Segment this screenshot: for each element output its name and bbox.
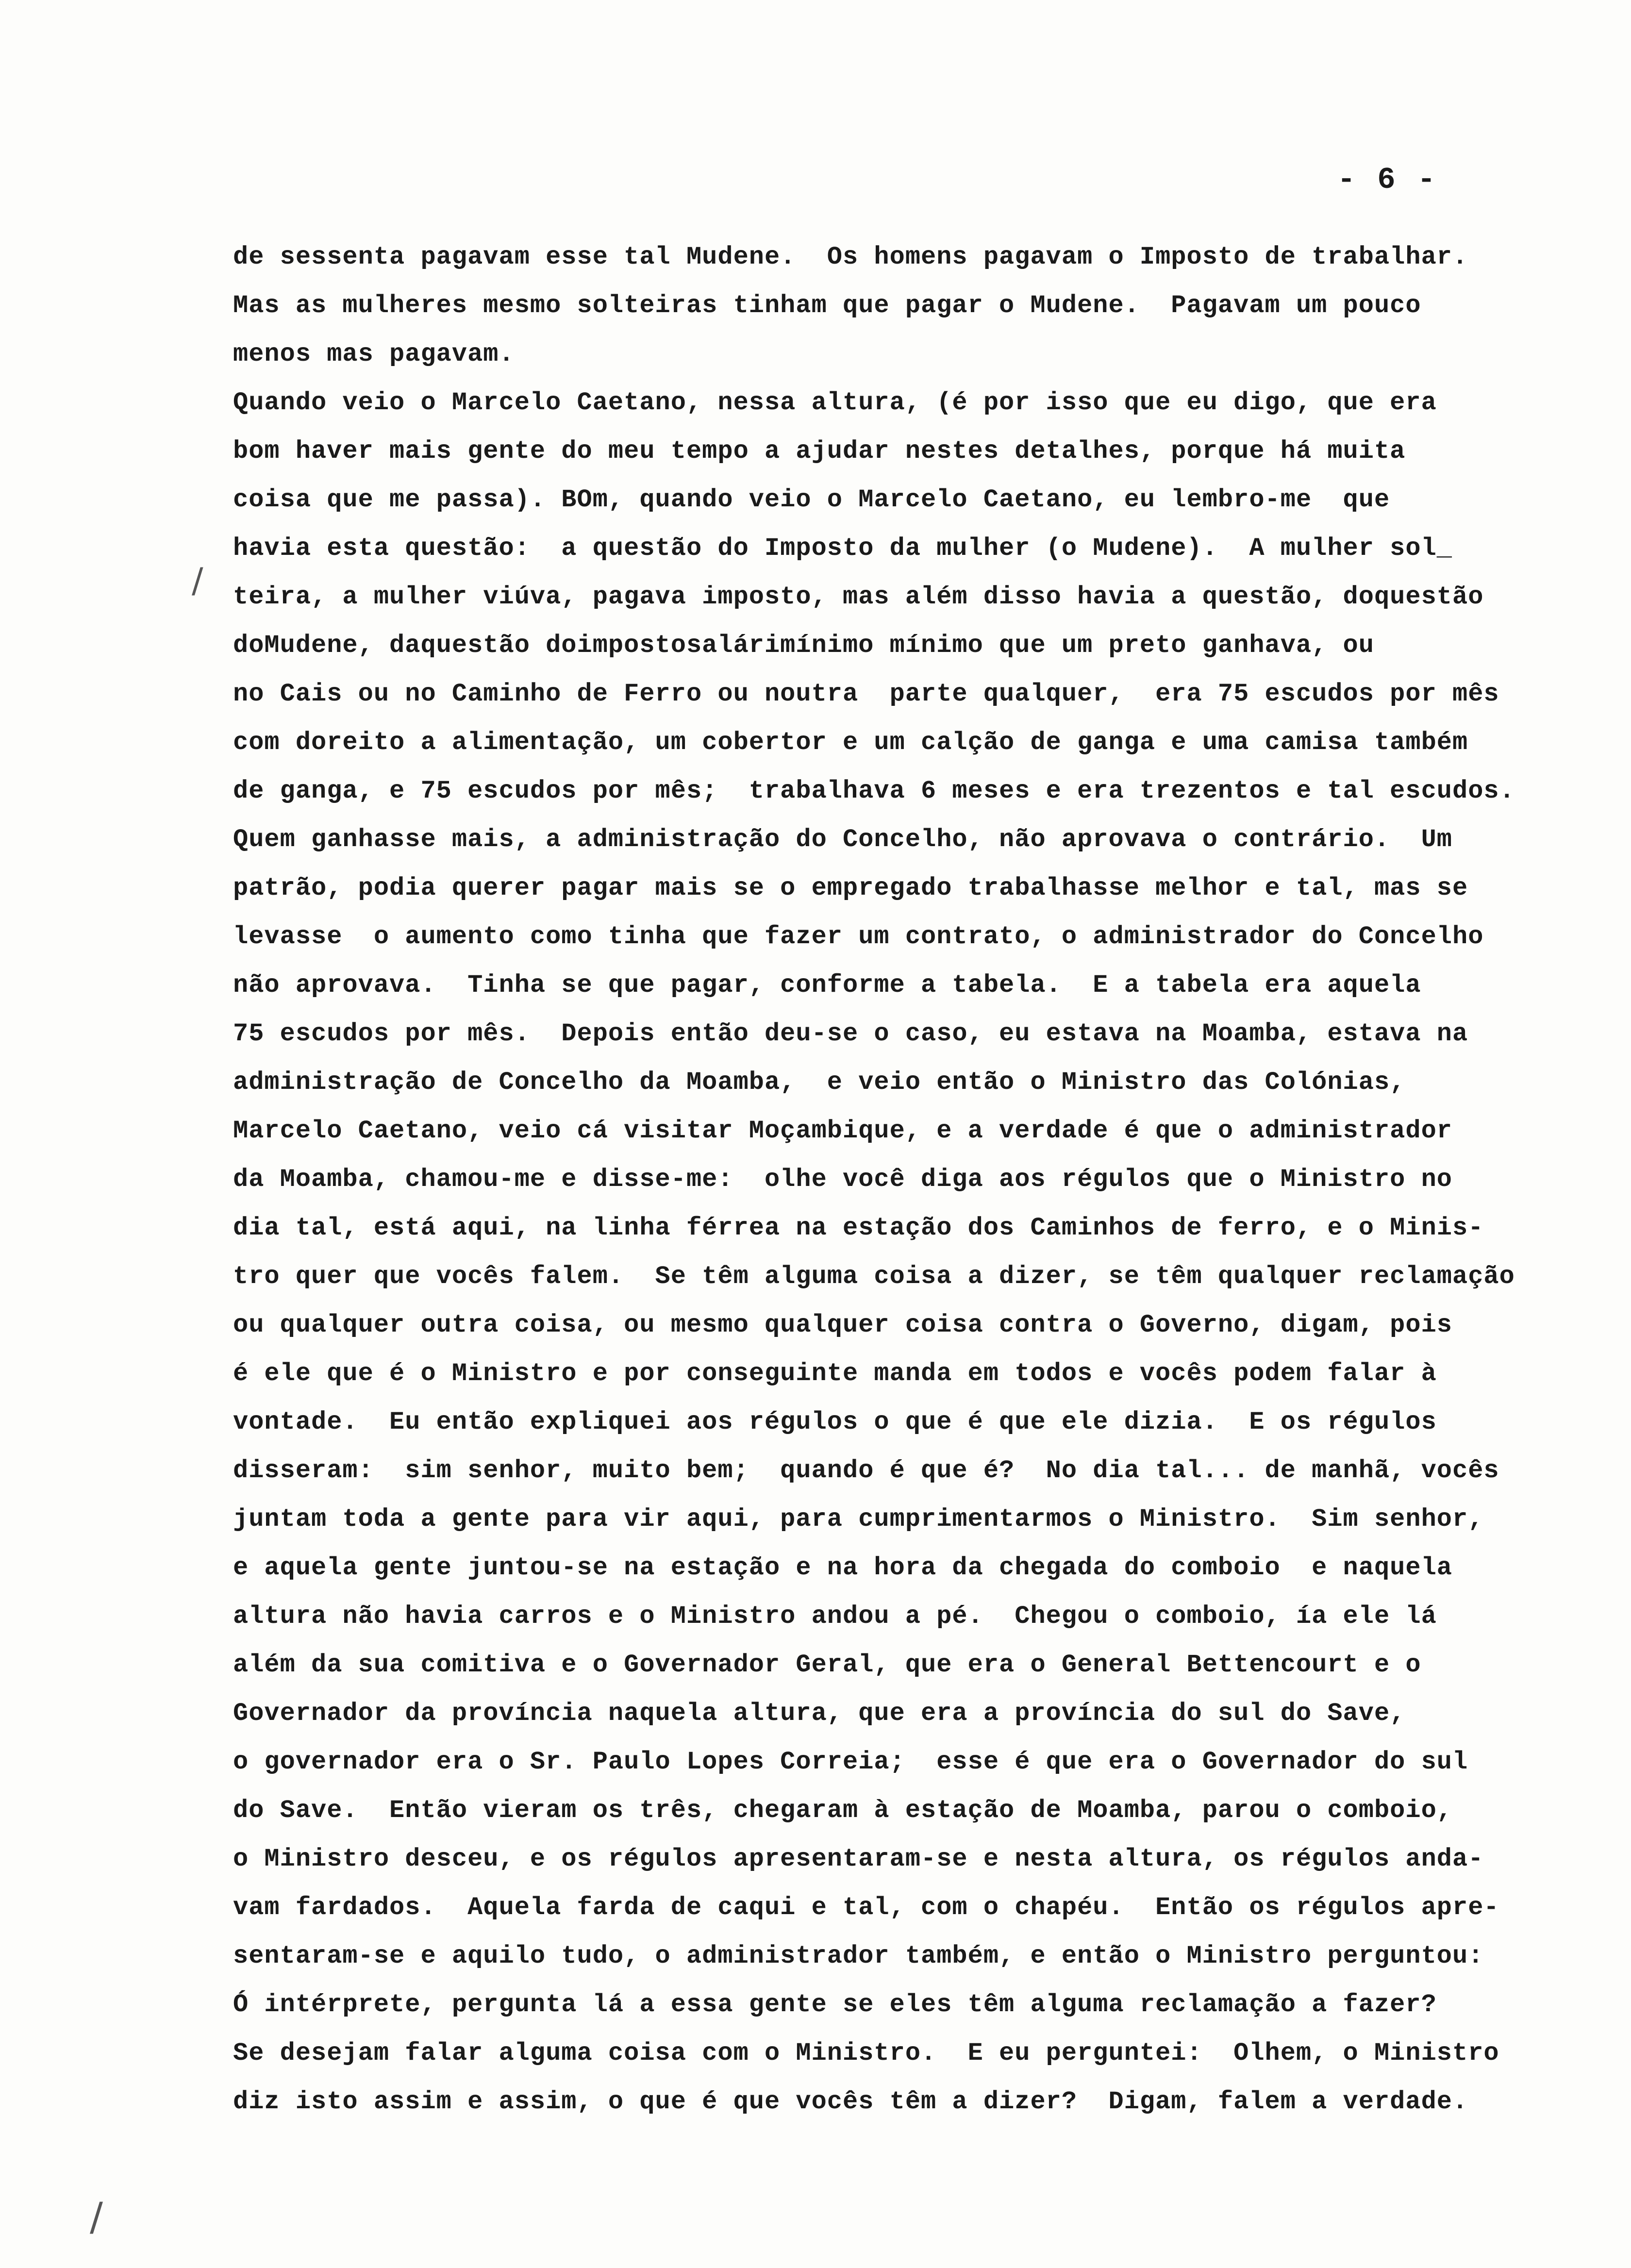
text-line: vam fardados. Aquela farda de caqui e tal, com o chapéu. Então os régulos apre-: [233, 1893, 1499, 1922]
text-line: com doreito a alimentação, um cobertor e um calção de ganga e uma camisa também: [233, 728, 1468, 757]
text-line: do Save. Então vieram os três, chegaram à estação de Moamba, parou o comboio,: [233, 1796, 1452, 1825]
text-line: dia tal, está aqui, na linha férrea na estação dos Caminhos de ferro, e o Minis-: [233, 1214, 1484, 1242]
text-line: Quando veio o Marcelo Caetano, nessa altura, (é por isso que eu digo, que era: [233, 388, 1437, 417]
text-line: Marcelo Caetano, veio cá visitar Moçambique, e a verdade é que o administrador: [233, 1117, 1452, 1145]
corner-mark: /: [90, 2194, 103, 2239]
text-line: levasse o aumento como tinha que fazer um contrato, o administrador do Concelho: [233, 922, 1484, 951]
text-line: de ganga, e 75 escudos por mês; trabalhava 6 meses e era trezentos e tal escudos.: [233, 777, 1515, 805]
text-line: diz isto assim e assim, o que é que vocês têm a dizer? Digam, falem a verdade.: [233, 2087, 1468, 2116]
text-line: coisa que me passa). BOm, quando veio o Marcelo Caetano, eu lembro-me que: [233, 485, 1390, 514]
text-line: tro quer que vocês falem. Se têm alguma coisa a dizer, se têm qualquer reclamação: [233, 1262, 1515, 1291]
page-number: - 6 -: [1337, 163, 1438, 197]
text-line: vontade. Eu então expliquei aos régulos o que é que ele dizia. E os régulos: [233, 1408, 1437, 1436]
text-line: havia esta questão: a questão do Imposto da mulher (o Mudene). A mulher sol_: [233, 534, 1452, 563]
text-line: doMudene, daquestão doimpostosalárimínimo mínimo que um preto ganhava, ou: [233, 631, 1374, 660]
text-line: ou qualquer outra coisa, ou mesmo qualquer coisa contra o Governo, digam, pois: [233, 1311, 1452, 1339]
text-line: teira, a mulher viúva, pagava imposto, mas além disso havia a questão, doquestão: [233, 583, 1484, 611]
text-line: e aquela gente juntou-se na estação e na hora da chegada do comboio e naquela: [233, 1553, 1452, 1582]
text-line: patrão, podia querer pagar mais se o empregado trabalhasse melhor e tal, mas se: [233, 874, 1468, 902]
text-line: é ele que é o Ministro e por conseguinte manda em todos e vocês podem falar à: [233, 1359, 1437, 1388]
text-line: sentaram-se e aquilo tudo, o administrador também, e então o Ministro perguntou:: [233, 1942, 1484, 1970]
text-line: o Ministro desceu, e os régulos apresentaram-se e nesta altura, os régulos anda-: [233, 1845, 1484, 1873]
text-line: o governador era o Sr. Paulo Lopes Correia; esse é que era o Governador do sul: [233, 1748, 1468, 1776]
text-line: disseram: sim senhor, muito bem; quando é que é? No dia tal... de manhã, vocês: [233, 1456, 1499, 1485]
text-line: da Moamba, chamou-me e disse-me: olhe você diga aos régulos que o Ministro no: [233, 1165, 1452, 1194]
text-line: além da sua comitiva e o Governador Geral, que era o General Bettencourt e o: [233, 1651, 1421, 1679]
text-line: administração de Concelho da Moamba, e veio então o Ministro das Colónias,: [233, 1068, 1406, 1097]
text-line: de sessenta pagavam esse tal Mudene. Os homens pagavam o Imposto de trabalhar.: [233, 243, 1468, 271]
text-line: 75 escudos por mês. Depois então deu-se o caso, eu estava na Moamba, estava na: [233, 1019, 1468, 1048]
text-line: Ó intérprete, pergunta lá a essa gente se eles têm alguma reclamação a fazer?: [233, 1990, 1437, 2019]
text-line: menos mas pagavam.: [233, 340, 515, 368]
text-line: altura não havia carros e o Ministro andou a pé. Chegou o comboio, ía ele lá: [233, 1602, 1437, 1631]
text-line: no Cais ou no Caminho de Ferro ou noutra parte qualquer, era 75 escudos por mês: [233, 680, 1499, 708]
text-line: Governador da província naquela altura, que era a província do sul do Save,: [233, 1699, 1406, 1728]
text-line: Mas as mulheres mesmo solteiras tinham que pagar o Mudene. Pagavam um pouco: [233, 291, 1421, 320]
text-line: juntam toda a gente para vir aqui, para cumprimentarmos o Ministro. Sim senhor,: [233, 1505, 1484, 1534]
text-line: Se desejam falar alguma coisa com o Ministro. E eu perguntei: Olhem, o Ministro: [233, 2039, 1499, 2068]
margin-mark: /: [192, 561, 203, 600]
text-line: Quem ganhasse mais, a administração do Concelho, não aprovava o contrário. Um: [233, 825, 1452, 854]
text-line: bom haver mais gente do meu tempo a ajudar nestes detalhes, porque há muita: [233, 437, 1406, 466]
text-line: não aprovava. Tinha se que pagar, conforme a tabela. E a tabela era aquela: [233, 971, 1421, 1000]
